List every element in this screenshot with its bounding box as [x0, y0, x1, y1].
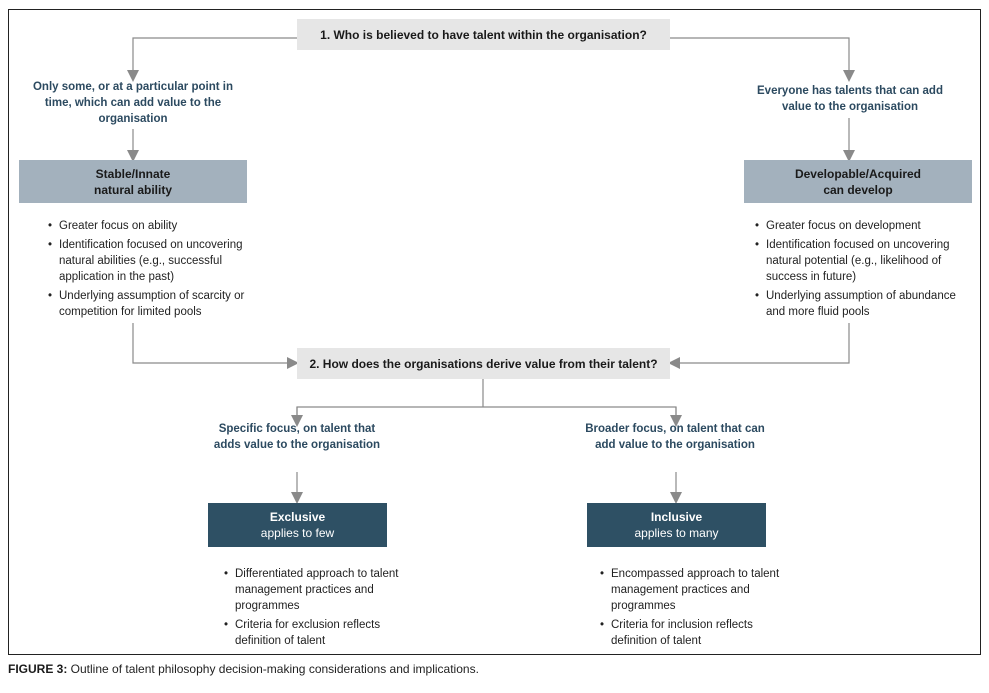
bullet: • Encompassed approach to talent management practices and programmes: [600, 566, 800, 614]
connector-left-q2: [133, 323, 293, 363]
bullet: • Differentiated approach to talent management practices and programmes: [224, 566, 424, 614]
connector-q1-right: [670, 38, 849, 76]
developable-acquired-box: [744, 160, 972, 203]
connector-q2-split: [297, 379, 676, 421]
box-title: Exclusive: [269, 510, 326, 524]
box-title: Inclusive: [650, 510, 703, 524]
exclusive-label: Specific focus, on talent that adds value to the organisation: [213, 423, 381, 451]
inclusive-label: Broader focus, on talent that can add value to the organisation: [585, 423, 765, 451]
inclusive-box: [587, 503, 766, 547]
bullet: • Greater focus on ability: [48, 218, 263, 234]
box-title: Developable/Acquired: [794, 166, 922, 181]
connector-q1-left: [133, 38, 297, 76]
bullet: • Identification focused on uncovering natural abilities (e.g., successful application in the past): [48, 237, 263, 285]
right-bullets: [755, 218, 977, 323]
bullet: • Underlying assumption of scarcity or competition for limited pools: [48, 288, 263, 320]
stable-innate-box: [19, 160, 247, 203]
box-subtitle: applies to few: [260, 526, 335, 540]
bullet: • Underlying assumption of abundance and more fluid pools: [755, 288, 977, 320]
box-subtitle: can develop: [823, 182, 893, 197]
box-title: Stable/Innate: [95, 166, 171, 181]
connector-right-q2: [674, 323, 849, 363]
question-2-box: 2. How does the organisations derive value from their talent?: [297, 348, 670, 379]
bullet: • Criteria for exclusion reflects definition of talent: [224, 617, 424, 649]
caption-text: Outline of talent philosophy decision-making considerations and implications.: [67, 662, 479, 676]
exclusive-box: [208, 503, 387, 547]
caption-prefix: FIGURE 3:: [8, 662, 68, 676]
inclusive-bullets: [600, 566, 800, 652]
exclusive-bullets: [224, 566, 424, 652]
box-subtitle: applies to many: [634, 526, 719, 540]
left-branch-label: Only some, or at a particular point in time, which can add value to the organisation: [32, 81, 233, 125]
right-branch-label: Everyone has talents that can add value to the organisation: [757, 85, 943, 113]
bullet: • Greater focus on development: [755, 218, 977, 234]
figure-caption: [8, 662, 479, 676]
box-subtitle: natural ability: [93, 182, 173, 197]
question-1-box: 1. Who is believed to have talent within the organisation?: [297, 19, 670, 50]
bullet: • Criteria for inclusion reflects definition of talent: [600, 617, 800, 649]
left-bullets: [48, 218, 263, 323]
bullet: • Identification focused on uncovering natural potential (e.g., likelihood of success in future): [755, 237, 977, 285]
